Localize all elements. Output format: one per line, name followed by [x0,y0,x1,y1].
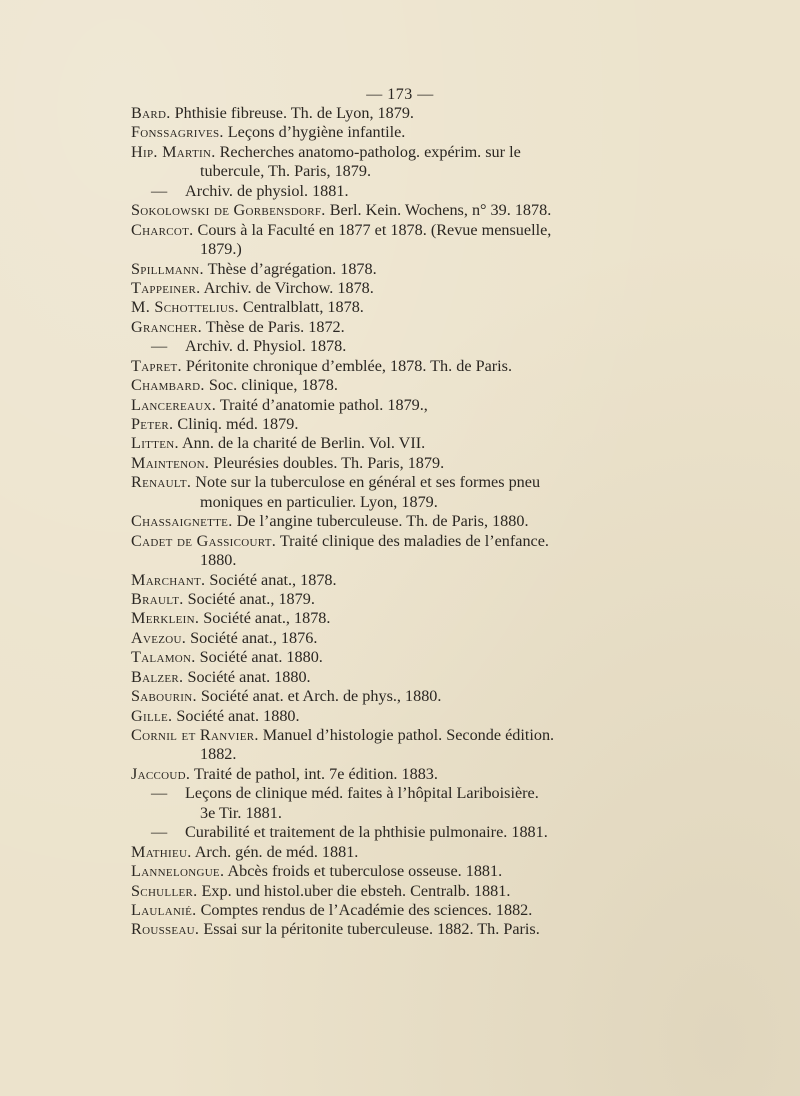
entry-first-line [131,123,591,142]
entry-text: 1879.) [200,240,242,259]
entry-author: Maintenon. [131,453,210,472]
entry-text: Archiv. de Virchow. 1878. [203,278,374,297]
bibliography-entry [131,532,591,571]
entry-first-line [131,784,591,803]
entry-author: Chambard. [131,376,205,395]
entry-author: Marchant. [131,570,206,589]
ditto-dash: — [151,823,168,842]
entry-text: Archiv. d. Physiol. 1878. [185,337,347,356]
entry-first-line [131,765,591,784]
bibliography-entry [131,823,591,842]
entry-text: Société anat. et Arch. de phys., 1880. [200,687,442,706]
bibliography-entry [131,298,591,317]
entry-author: Tapret. [131,356,182,375]
entry-author: Sabourin. [131,687,197,706]
entry-author: Balzer. [131,667,184,686]
entry-text: Traité d’anatomie pathol. 1879., [219,395,428,414]
entry-first-line [131,376,591,395]
bibliography-entry [131,104,591,123]
entry-text: Société anat. 1880. [187,667,311,686]
entry-first-line [131,396,591,415]
entry-text: Cliniq. méd. 1879. [177,415,299,433]
bibliography-entry [131,473,591,512]
entry-first-line [131,434,591,453]
entry-author: Rousseau. [131,920,200,939]
entry-first-line [131,648,591,667]
entry-text: Leçons de clinique méd. faites à l’hôpital Lariboisière. [185,784,539,803]
entry-first-line [131,221,591,240]
entry-author: Litten. [131,434,179,453]
entry-text: Traité de pathol, int. 7e édition. 1883. [193,764,438,783]
entry-text: Thèse d’agrégation. 1878. [207,259,377,278]
entry-first-line [131,687,591,706]
entry-continuation-line [131,493,591,512]
entry-author: Jaccoud. [131,764,191,783]
entry-author: Peter. [131,415,174,433]
bibliography-entry [131,862,591,881]
entry-first-line [131,707,591,726]
entry-continuation-line [131,804,591,823]
entry-text: Leçons d’hygiène infantile. [227,123,406,142]
bibliography-entry [131,221,591,260]
ditto-dash: — [151,337,168,356]
entry-author: Fonssagrives. [131,123,224,142]
entry-first-line [131,454,591,473]
entry-author: Avezou. [131,628,187,647]
bibliography-entry [131,434,591,453]
bibliography-entry [131,454,591,473]
bibliography-entry [131,201,591,220]
entry-text: Traité clinique des maladies de l’enfance. [279,531,549,550]
entry-text: Recherches anatomo-patholog. expérim. sur le [219,142,521,161]
ditto-dash: — [151,784,168,803]
entry-author: Cornil et Ranvier. [131,726,259,744]
entry-first-line [131,882,591,901]
entry-author: Laulanié. [131,900,197,919]
bibliography-entry [131,512,591,531]
bibliography-entry [131,882,591,901]
entry-text: Comptes rendus de l’Académie des sciences. 1882. [200,900,533,919]
entry-first-line [131,143,591,162]
entry-first-line [131,201,591,220]
entry-text: Centralblatt, 1878. [242,298,364,317]
entry-author: Renault. [131,473,192,492]
entry-text: Soc. clinique, 1878. [208,376,338,395]
entry-text: Société anat. 1880. [176,706,300,725]
bibliography-entry [131,571,591,590]
entry-first-line [131,843,591,862]
entry-author: Grancher. [131,317,202,336]
entry-text: Curabilité et traitement de la phthisie pulmonaire. 1881. [185,823,548,842]
entry-author: Chassaignette. [131,512,233,531]
entry-author: Merklein. [131,609,200,628]
entry-author: Talamon. [131,648,196,667]
entry-author: Bard. [131,104,171,122]
bibliography-entry [131,182,591,201]
entry-first-line [131,862,591,881]
entry-text: Manuel d’histologie pathol. Seconde édition. [262,726,555,744]
entry-text: Ann. de la charité de Berlin. Vol. VII. [181,434,426,453]
bibliography-entry [131,648,591,667]
entry-first-line [131,590,591,609]
bibliography-entry [131,687,591,706]
page-number: — 173 — [366,86,434,103]
entry-text: De l’angine tuberculeuse. Th. de Paris, 1880. [236,512,529,531]
entry-text: 1880. [200,551,237,570]
entry-author: Tappeiner. [131,278,201,297]
entry-first-line [131,726,591,745]
entry-author: Brault. [131,589,184,608]
entry-first-line [131,182,591,201]
entry-first-line [131,298,591,317]
bibliography-entry [131,920,591,939]
bibliography-entry [131,415,591,434]
bibliography-entry [131,726,591,765]
entry-text: tubercule, Th. Paris, 1879. [200,162,371,181]
entry-author: Lancereaux. [131,395,217,414]
bibliography-entry [131,123,591,142]
entry-continuation-line [131,240,591,259]
bibliography-entry [131,260,591,279]
entry-first-line [131,260,591,279]
entry-text: Note sur la tuberculose en général et ses formes pneu [195,473,541,492]
bibliography-entry [131,668,591,687]
entry-text: Thèse de Paris. 1872. [205,317,345,336]
bibliography-entry [131,318,591,337]
entry-first-line [131,609,591,628]
entry-text: Arch. gén. de méd. 1881. [194,842,359,861]
entry-first-line [131,901,591,920]
entry-text: Cours à la Faculté en 1877 et 1878. (Revue mensuelle, [197,220,552,239]
entry-text: Berl. Kein. Wochens, n° 39. 1878. [329,201,552,220]
entry-text: Société anat., 1878. [209,570,337,589]
bibliography-entry [131,357,591,376]
entry-first-line [131,823,591,842]
entry-author: Charcot. [131,220,194,239]
bibliography-entry [131,590,591,609]
entry-text: Péritonite chronique d’emblée, 1878. Th. de Paris. [185,356,512,375]
entry-author: Spillmann. [131,259,204,278]
entry-text: 3e Tir. 1881. [200,803,282,822]
entry-continuation-line [131,162,591,181]
entry-text: Société anat., 1876. [190,628,318,647]
entry-first-line [131,415,591,434]
entry-text: 1882. [200,745,237,764]
bibliography-entry [131,765,591,784]
entry-text: Archiv. de physiol. 1881. [185,181,349,200]
entry-author: Mathieu. [131,842,192,861]
entry-author: Schuller. [131,881,198,900]
bibliography-entry [131,337,591,356]
bibliography-entry [131,629,591,648]
entry-first-line [131,279,591,298]
entry-text: Société anat. 1880. [199,648,323,667]
entry-first-line [131,473,591,492]
entry-text: Phthisie fibreuse. Th. de Lyon, 1879. [174,104,414,122]
entry-author: Lannelongue. [131,862,225,881]
entry-text: Société anat., 1879. [187,589,315,608]
entry-first-line [131,104,591,123]
entry-text: Essai sur la péritonite tuberculeuse. 1882. Th. Paris. [203,920,540,939]
entry-author: Sokolowski de Gorbensdorf. [131,201,326,220]
entry-first-line [131,357,591,376]
entry-text: Exp. und histol.uber die ebsteh. Centralb. 1881. [201,881,511,900]
entry-author: M. Schottelius. [131,298,239,317]
entry-first-line [131,512,591,531]
entry-first-line [131,629,591,648]
bibliography-entry [131,707,591,726]
entry-first-line [131,668,591,687]
entry-text: Pleurésies doubles. Th. Paris, 1879. [213,453,445,472]
bibliography-entry [131,901,591,920]
entry-first-line [131,920,591,939]
entry-author: Gille. [131,706,173,725]
entry-continuation-line [131,745,591,764]
entry-continuation-line [131,551,591,570]
bibliography-entry [131,609,591,628]
entry-first-line [131,532,591,551]
bibliography-entry [131,279,591,298]
bibliography-list [131,104,591,940]
bibliography-entry [131,784,591,823]
entry-first-line [131,318,591,337]
ditto-dash: — [151,181,168,200]
bibliography-entry [131,843,591,862]
entry-text: Abcès froids et tuberculose osseuse. 1881. [227,862,503,881]
entry-first-line [131,571,591,590]
bibliography-entry [131,143,591,182]
entry-author: Hip. Martin. [131,142,216,161]
entry-text: Société anat., 1878. [203,609,331,628]
entry-text: moniques en particulier. Lyon, 1879. [200,492,438,511]
bibliography-entry [131,396,591,415]
entry-first-line [131,337,591,356]
bibliography-entry [131,376,591,395]
entry-author: Cadet de Gassicourt. [131,531,277,550]
